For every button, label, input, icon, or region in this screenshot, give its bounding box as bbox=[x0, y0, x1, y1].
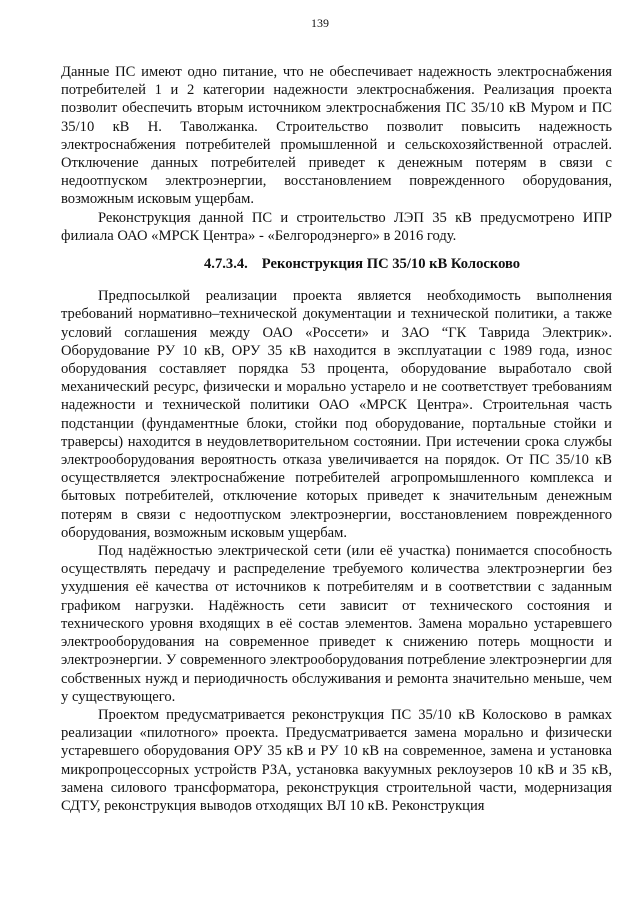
page-number: 139 bbox=[311, 16, 329, 30]
section-heading bbox=[61, 255, 612, 273]
paragraph-power-supply: Данные ПС имеют одно питание, что не обеспечивает надежность электроснабжения потребителей 1 и 2 категории надежности электроснабжения. Реализация проекта позволит обеспечить вторым источником электроснабжения ПС 35/10 кВ Муром и ПС 35/10 кВ Н. Таволжанка. Строительство позволит повысить надежность электроснабжения потребителей промышленной и сельскохозяйственной отраслей. Отключение данных потребителей приведет к денежным потерям в связи с недоотпуском электроэнергии, восстановлением поврежденного оборудования, возможным исковым ущербам. bbox=[61, 64, 612, 208]
paragraph-ipr-note: Реконструкция данной ПС и строительство ЛЭП 35 кВ предусмотрено ИПР филиала ОАО «МРСК Центра» - «Белгородэнерго» в 2016 году. bbox=[61, 209, 612, 244]
page-content bbox=[61, 63, 612, 815]
section-number: 4.7.3.4. bbox=[204, 256, 248, 273]
section-title: Реконструкция ПС 35/10 кВ Колосково bbox=[261, 256, 521, 273]
paragraph-prerequisite: Предпосылкой реализации проекта является необходимость выполнения требований нормативно–технической документации и технической политики, а также условий соглашения между ОАО «Россети» и ЗАО “ГК Таврида Электрик». Оборудование РУ 10 кВ, ОРУ 35 кВ находится в эксплуатации с 1989 года, износ оборудования составляет порядка 53 процента, оборудование выработало свой механический ресурс, физически и морально устарело и не соответствует требованиям надежности и технической политики ОАО «МРСК Центра». Строительная часть подстанции (фундаментные блоки, стойки под оборудование, портальные стойки и траверсы) находится в неудовлетворительном состоянии. При истечении срока службы электрооборудования вероятность отказа увеличивается на порядок. От ПС 35/10 кВ осуществляется электроснабжение потребителей агропромышленного комплекса и бытовых потребителей, отключение которых приведет к значительным денежным потерям в связи с недоотпуском электроэнергии, восстановлением поврежденного оборудования, возможным исковым ущербам. bbox=[61, 288, 612, 541]
paragraph-reliability: Под надёжностью электрической сети (или её участка) понимается способность осуществлять передачу и распределение требуемого количества электроэнергии без ухудшения её качества от источников к потребителям и в соответствии с заданным графиком нагрузки. Надёжность сети зависит от технического состояния и технического уровня входящих в её состав элементов. Замена морально устаревшего электрооборудования на современное приведет к снижению потерь мощности и электроэнергии. У современного электрооборудования потребление электроэнергии для собственных нужд и периодичность обслуживания и ремонта значительно меньше, чем у существующего. bbox=[61, 543, 612, 705]
paragraph-project-scope: Проектом предусматривается реконструкция ПС 35/10 кВ Колосково в рамках реализации «пилотного» проекта. Предусматривается замена морально и физически устаревшего оборудования ОРУ 35 кВ и РУ 10 кВ на современное, замена и установка микропроцессорных устройств РЗА, установка вакуумных реклоузеров 10 кВ и 35 кВ, замена силового трансформатора, реконструкция строительной части, модернизация СДТУ, реконструкция выводов отходящих ВЛ 10 кВ. Реконструкция bbox=[61, 706, 612, 814]
